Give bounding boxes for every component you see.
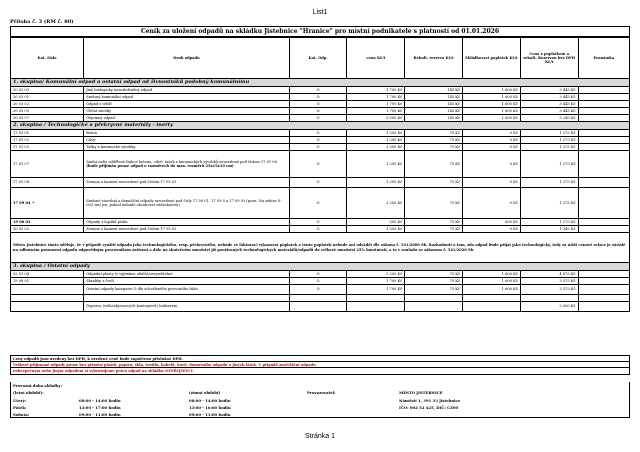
note-cell (578, 144, 629, 151)
waste-code-text: 20 02 03 (13, 87, 30, 92)
waste-code-text: 20 03 02 (13, 101, 30, 106)
waste-category: O (289, 219, 347, 226)
reserve-value: 145 Kč (405, 115, 463, 122)
waste-code-text: 17 01 02 (13, 137, 30, 142)
waste-category: O (289, 151, 347, 178)
header-type: Druh odpadu (84, 38, 289, 79)
waste-code (11, 144, 84, 151)
fee-value: 0 Kč (463, 188, 521, 219)
transport-row (11, 302, 630, 312)
waste-code (11, 219, 84, 226)
table-row (11, 144, 630, 151)
note-cell (578, 108, 629, 115)
day-friday: Pátek: (13, 405, 27, 410)
waste-name-text: Směsné stavební a demoliční odpady neuvedené pod čísly 17 09 01, 17 09 0 a 17 09 03 (pozn. Na sektor S-003 smí jen, pokud nebude obsahovat sádrokarton) (86, 198, 282, 207)
reserve-value: 75 Kč (405, 219, 463, 226)
empty-cell (578, 295, 629, 302)
table-row (11, 285, 630, 295)
waste-code-text: 17 09 04 (13, 200, 31, 205)
table-row (11, 137, 630, 144)
waste-category: O (289, 271, 347, 278)
section-title: 2. skupina / Technologické a překryvné materiály - inerty (11, 122, 630, 130)
waste-code (11, 188, 84, 219)
reserve-value: 75 Kč (405, 226, 463, 233)
price-value: 1 200 Kč (347, 178, 405, 188)
waste-name (84, 226, 289, 233)
winter-hours-friday: 13:00 - 16:00 hodin (189, 405, 231, 410)
operator-name: MĚSTO JISTEBNICE (399, 390, 443, 395)
price-table (10, 37, 630, 312)
total-value: 1 275 Kč (520, 188, 578, 219)
waste-name (84, 144, 289, 151)
waste-name-condition: (bude přijímán pouze odpad o rozměrech do max. rozměrů 25x15x10 cm) (86, 164, 234, 168)
waste-code-text: 19 08 01 (13, 278, 30, 283)
reserve-value: 75 Kč (405, 151, 463, 178)
header-fee: Skládkovací poplatek Kč/t (463, 38, 521, 79)
waste-name (84, 151, 289, 178)
waste-category: O (289, 285, 347, 295)
reserve-value: 145 Kč (405, 94, 463, 101)
note-cell (578, 226, 629, 233)
section-title: 3. skupina / Ostatní odpady (11, 263, 630, 271)
waste-name-text: Odpady z lapáků písku (86, 219, 128, 224)
waste-name (84, 130, 289, 137)
empty-cell (11, 302, 84, 312)
price-value: 1 700 Kč (347, 101, 405, 108)
note-cell (578, 219, 629, 226)
note-cell (578, 188, 629, 219)
waste-category: O (289, 278, 347, 285)
reserve-value: 75 Kč (405, 144, 463, 151)
price-value: 500 Kč (347, 219, 405, 226)
total-value: 1 275 Kč (520, 137, 578, 144)
fee-value: 600 Kč (463, 219, 521, 226)
total-value: 1 175 Kč (520, 219, 578, 226)
note-cell (578, 178, 629, 188)
waste-name-text: Objemný odpad (86, 115, 115, 120)
header-reclaim: Rekult. rezerva Kč/t (405, 38, 463, 79)
table-row (11, 271, 630, 278)
fee-value: 0 Kč (463, 151, 521, 178)
total-value: 3 375 Kč (520, 285, 578, 295)
fee-value: 0 Kč (463, 137, 521, 144)
waste-category: O (289, 137, 347, 144)
waste-name-text: Cihly (86, 137, 96, 142)
waste-name-text: Shrabky z česlí (86, 278, 114, 283)
fee-value: 1 600 Kč (463, 108, 521, 115)
note-cell (578, 151, 629, 178)
waste-name (84, 285, 289, 295)
waste-name (84, 108, 289, 115)
transport-total: 2 000 Kč (520, 302, 578, 312)
total-value: 3 445 Kč (520, 101, 578, 108)
waste-category: O (289, 130, 347, 137)
hours-title: Provozní doba skládky: (13, 383, 62, 388)
note-cell (578, 137, 629, 144)
waste-code (11, 151, 84, 178)
blank-row (11, 295, 630, 302)
total-value: 3 445 Kč (520, 94, 578, 101)
section-note: Město Jistebnice tímto sděluje, že v případě využití odpadu jako technologického, resp. překryvného, nebude ve fakturaci vykazovat poplatek a tento poplatek nebude ani odvádět dle zákona č. 541/2000 Sb. Rozhodnutí o tom, zda odpad bude přijat jako technologický, tedy za nižší cenové relace je závislé na odborném posouzení odpadu odpovědným pracovníkem zařízení a dále na skutečném množství již používaných technologických materiálů/odpadů do celkové množství 25% hmotnosti, a to v souladu se zákonem č. 541/2020 Sb. (11, 233, 630, 263)
waste-name-text: Zemina a kamení neuvedené pod číslem 17 05 03 (86, 226, 177, 231)
waste-code (11, 226, 84, 233)
waste-code (11, 101, 84, 108)
waste-code (11, 87, 84, 94)
waste-code (11, 285, 84, 295)
waste-category: O (289, 115, 347, 122)
note-cell (578, 278, 629, 285)
header-price: cena Kč/t (347, 38, 405, 79)
total-value: 1 275 Kč (520, 144, 578, 151)
waste-code (11, 137, 84, 144)
waste-code-text: 17 05 04 (13, 180, 30, 185)
waste-name (84, 87, 289, 94)
empty-cell (289, 295, 347, 302)
price-value: 3 500 Kč (347, 115, 405, 122)
waste-name-text: Ostatní odpady kategorie O dle schváleného provozního řádu (86, 287, 198, 292)
waste-name-text: Směsi nebo oddělené frakce betonu, cihel, tašek a keramických výrobků neuvedené pod číslem 17 01 06 (86, 159, 277, 164)
section-note-row (11, 233, 630, 263)
note-cell (578, 87, 629, 94)
code-marker: * (32, 200, 35, 205)
waste-category: O (289, 101, 347, 108)
summer-hours-tuesday: 08:00 - 14:00 hodin (79, 398, 121, 403)
operator-label: Provozovatel: (307, 390, 336, 395)
empty-cell (289, 302, 347, 312)
fee-value: 0 Kč (463, 144, 521, 151)
price-value: 1 700 Kč (347, 94, 405, 101)
price-value: 1 200 Kč (347, 137, 405, 144)
price-value: 1 200 Kč (347, 188, 405, 219)
waste-name-text: Směsný komunální odpad (86, 94, 133, 99)
winter-hours-saturday: 09:00 - 11:00 hodin (189, 412, 231, 417)
note-cell (578, 302, 629, 312)
reserve-value: 75 Kč (405, 188, 463, 219)
empty-cell (405, 302, 463, 312)
table-row (11, 188, 630, 219)
reserve-value: 145 Kč (405, 87, 463, 94)
warning-line-2: nebezpečným nebo jiným odpadem si vyhrazujeme právo odpad na skládku NEPŘIJMOUT. (10, 368, 630, 375)
waste-name-text: Uliční smetky (86, 108, 112, 113)
total-value: 3 375 Kč (520, 278, 578, 285)
waste-category: O (289, 178, 347, 188)
note-cell (578, 94, 629, 101)
price-value: 1 700 Kč (347, 87, 405, 94)
operator-address: Náměstí 1, 391 33 Jistebnice (399, 398, 461, 403)
note-cell (578, 115, 629, 122)
price-value: 3 200 Kč (347, 271, 405, 278)
waste-name (84, 271, 289, 278)
note-cell (578, 285, 629, 295)
header-code: Kat. číslo (11, 38, 84, 79)
empty-cell (463, 295, 521, 302)
table-body (11, 79, 630, 312)
table-row (11, 226, 630, 233)
waste-name-text: Beton (86, 130, 97, 135)
note-cell (578, 130, 629, 137)
table-row (11, 130, 630, 137)
page-footer: Stránka 1 (305, 433, 335, 440)
waste-code-text: 20 03 03 (13, 108, 30, 113)
fee-value: 1 600 Kč (463, 101, 521, 108)
waste-name (84, 115, 289, 122)
waste-name (84, 101, 289, 108)
table-row (11, 101, 630, 108)
section-header (11, 263, 630, 271)
waste-name (84, 137, 289, 144)
opening-hours (10, 382, 630, 418)
transport-name: Doprava (velkoobjemových kontejnerů) traktorem (84, 302, 289, 312)
empty-cell (463, 302, 521, 312)
waste-code-text: 20 03 07 (13, 115, 30, 120)
table-row (11, 278, 630, 285)
reserve-value: 75 Kč (405, 178, 463, 188)
price-value: 1 700 Kč (347, 285, 405, 295)
fee-value: 1 600 Kč (463, 87, 521, 94)
total-value: 1 275 Kč (520, 151, 578, 178)
note-cell (578, 101, 629, 108)
total-value: 1 345 Kč (520, 226, 578, 233)
header-note: Poznámka (578, 38, 629, 79)
header-total: Cena s poplatkem a rekult. Rezervou bez DPH Kč/t (520, 38, 578, 79)
empty-cell (520, 295, 578, 302)
empty-cell (405, 295, 463, 302)
fee-value: 0 Kč (463, 130, 521, 137)
vat-note: Ceny odpadů jsou uvedeny bez DPH, k uvedené ceně bude započteno příslušné DPH. (10, 355, 630, 362)
empty-cell (84, 295, 289, 302)
section-title: 1. skupina/ Komunální odpad a ostatní odpad od živnostníků podobný komunálnímu (11, 79, 630, 87)
waste-code-text: 20 03 01 (13, 94, 30, 99)
reserve-value: 145 Kč (405, 101, 463, 108)
summer-hours-friday: 13:00 - 17:00 hodin (79, 405, 121, 410)
section-header (11, 79, 630, 87)
waste-name (84, 94, 289, 101)
price-value: 1 700 Kč (347, 278, 405, 285)
waste-code-text: 19 08 02 (13, 219, 31, 224)
waste-code-text: 17 01 03 (13, 144, 30, 149)
fee-value: 1 600 Kč (463, 278, 521, 285)
fee-value: 0 Kč (463, 226, 521, 233)
waste-code-text: 17 01 01 (13, 130, 30, 135)
header-row (11, 38, 630, 79)
waste-code (11, 94, 84, 101)
waste-code-text: 02 01 04 (13, 271, 30, 276)
waste-name-text: Jiný biologicky nerozložitelný odpad (86, 87, 152, 92)
table-row (11, 219, 630, 226)
winter-label: (zimní období) (189, 390, 221, 395)
waste-category: O (289, 188, 347, 219)
waste-category: O (289, 87, 347, 94)
total-value: 1 275 Kč (520, 130, 578, 137)
waste-name (84, 178, 289, 188)
reserve-value: 145 Kč (405, 108, 463, 115)
day-tuesday: Úterý: (13, 398, 27, 403)
total-value: 5 245 Kč (520, 115, 578, 122)
footer-notes (10, 355, 630, 375)
waste-name-text: Tašky a keramické výrobky (86, 144, 136, 149)
summer-label: (letní období): (13, 390, 44, 395)
table-row (11, 108, 630, 115)
empty-cell (11, 295, 84, 302)
summer-hours-saturday: 09:00 - 11:00 hodin (79, 412, 121, 417)
empty-cell (347, 295, 405, 302)
waste-name-text: Odpad z tržišť (86, 101, 112, 106)
table-row (11, 115, 630, 122)
day-saturday: Sobota: (13, 412, 30, 417)
waste-code (11, 108, 84, 115)
total-value: 1 275 Kč (520, 178, 578, 188)
waste-name (84, 278, 289, 285)
section-header (11, 122, 630, 130)
reserve-value: 75 Kč (405, 285, 463, 295)
fee-value: 1 600 Kč (463, 94, 521, 101)
table-row (11, 87, 630, 94)
price-value: 1 200 Kč (347, 144, 405, 151)
waste-code (11, 115, 84, 122)
fee-value: 0 Kč (463, 178, 521, 188)
reserve-value: 75 Kč (405, 137, 463, 144)
waste-code (11, 178, 84, 188)
waste-category: O (289, 144, 347, 151)
table-row (11, 178, 630, 188)
reserve-value: 75 Kč (405, 271, 463, 278)
total-value: 3 445 Kč (520, 87, 578, 94)
fee-value: 1 600 Kč (463, 271, 521, 278)
price-list (10, 26, 630, 312)
annex-label: Příloha č. 3 (RM č. 80) (10, 19, 74, 25)
reserve-value: 75 Kč (405, 130, 463, 137)
table-row (11, 151, 630, 178)
waste-code-text: 17 01 07 (13, 161, 30, 166)
price-value: 1 200 Kč (347, 226, 405, 233)
fee-value: 1 600 Kč (463, 285, 521, 295)
waste-name-text: Odpadní plasty (s výjimkou obalů)/nevyužitelné (86, 271, 173, 276)
waste-category: O (289, 94, 347, 101)
header-category: Kat. Odp. (289, 38, 347, 79)
sheet-title: List1 (312, 9, 328, 16)
waste-name (84, 188, 289, 219)
document-title: Ceník za uložení odpadů na skládku Jistebnice "Hranice" pro místní podnikatele s platností od 01.01.2026 (10, 26, 630, 37)
price-value: 1 200 Kč (347, 151, 405, 178)
waste-code-text: 20 02 02 (13, 226, 30, 231)
price-value: 1 200 Kč (347, 130, 405, 137)
waste-name (84, 219, 289, 226)
waste-code (11, 278, 84, 285)
note-cell (578, 271, 629, 278)
total-value: 4 875 Kč (520, 271, 578, 278)
waste-category: O (289, 108, 347, 115)
table-row (11, 94, 630, 101)
warning-line-1: Veškeré přijímané odpady pouze bez příměsí plastů, papíru, skla, textilu, kabelů, kovů, domovního odpadu a jiných látek. V případě znečištění odpadu (10, 362, 630, 369)
total-value: 3 445 Kč (520, 108, 578, 115)
waste-code (11, 130, 84, 137)
waste-code (11, 271, 84, 278)
winter-hours-tuesday: 08:00 - 14:00 hodin (189, 398, 231, 403)
price-value: 1 700 Kč (347, 108, 405, 115)
operator-ids: IČO: 002 52 425, DIČ: CZ00 (399, 405, 459, 410)
fee-value: 1 600 Kč (463, 115, 521, 122)
reserve-value: 75 Kč (405, 278, 463, 285)
waste-name-text: Zemina a kamení neuvedené pod číslem 17 05 03 (86, 180, 177, 185)
waste-category: O (289, 226, 347, 233)
empty-cell (347, 302, 405, 312)
